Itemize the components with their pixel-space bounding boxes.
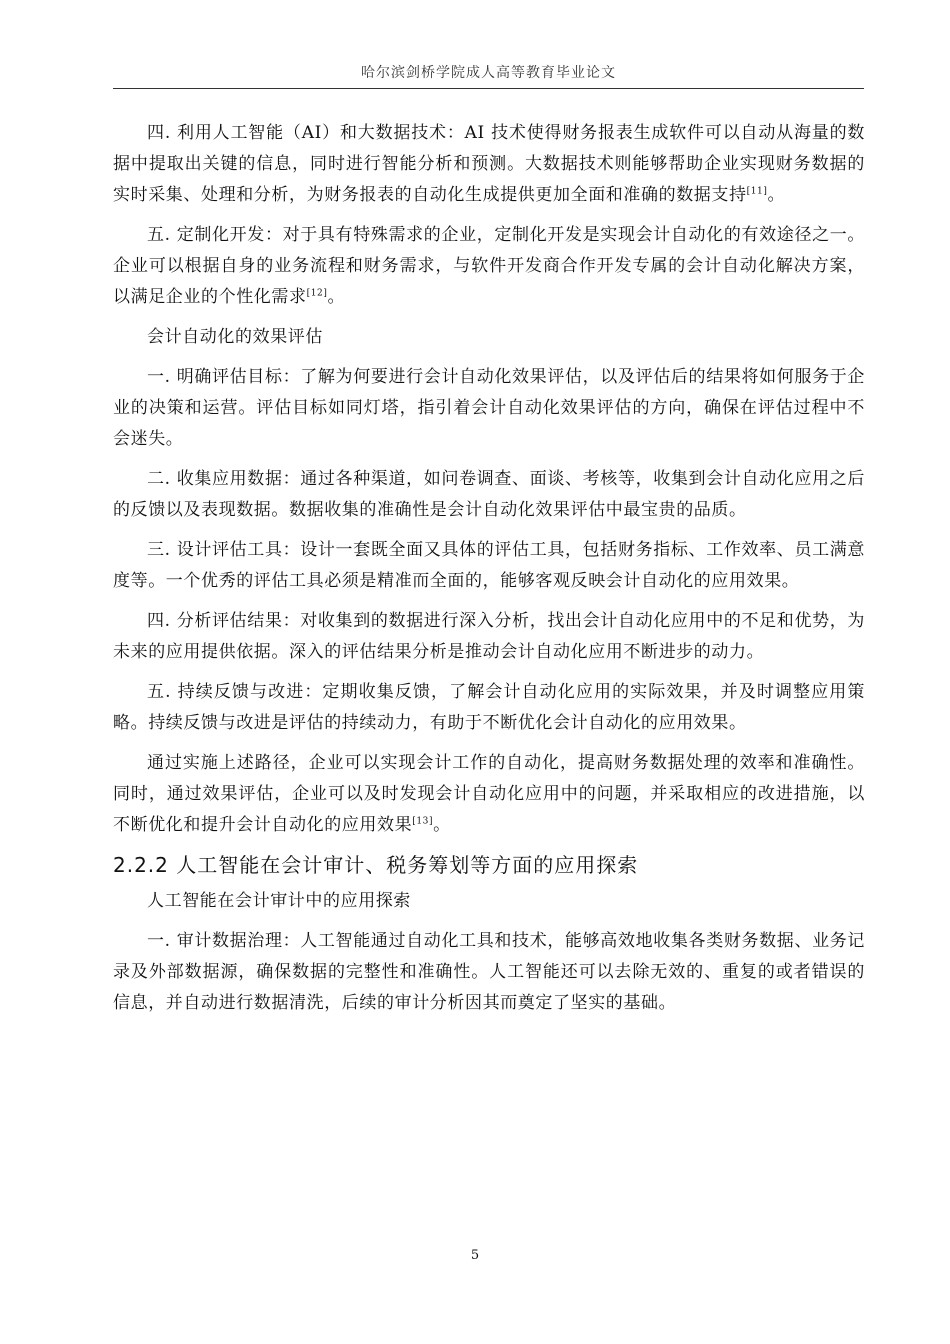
paragraph-feedback: 五. 持续反馈与改进：定期收集反馈，了解会计自动化应用的实际效果，并及时调整应用策略。持续反馈与改进是评估的持续动力，有助于不断优化会计自动化的应用效果。: [113, 682, 865, 733]
header-divider: [113, 88, 864, 89]
paragraph-collect-data: 二. 收集应用数据：通过各种渠道，如问卷调查、面谈、考核等，收集到会计自动化应用之后的反馈以及表现数据。数据收集的准确性是会计自动化效果评估中最宝贵的品质。: [113, 469, 865, 520]
subheading-effect-evaluation: 会计自动化的效果评估: [147, 327, 323, 347]
citation-ref: [12]: [306, 288, 328, 299]
citation-ref: [13]: [412, 816, 434, 827]
page-number: 5: [470, 1248, 480, 1263]
paragraph-custom-dev: 五. 定制化开发：对于具有特殊需求的企业，定制化开发是实现会计自动化的有效途径之一。企业可以根据自身的业务流程和财务需求，与软件开发商合作开发专属的会计自动化解决方案，以满足企业的个性化需求[12]。: [113, 225, 865, 307]
paragraph-ai-bigdata: 四. 利用人工智能（AI）和大数据技术：AI 技术使得财务报表生成软件可以自动从海量的数据中提取出关键的信息，同时进行智能分析和预测。大数据技术则能够帮助企业实现财务数据的实时采集、处理和分析，为财务报表的自动化生成提供更加全面和准确的数据支持[11]。: [113, 123, 865, 205]
paragraph-audit-data: 一. 审计数据治理：人工智能通过自动化工具和技术，能够高效地收集各类财务数据、业务记录及外部数据源，确保数据的完整性和准确性。人工智能还可以去除无效的、重复的或者错误的信息，并自动进行数据清洗，后续的审计分析因其而奠定了坚实的基础。: [113, 931, 865, 1013]
section-subheading: 人工智能在会计审计中的应用探索: [147, 891, 411, 911]
citation-ref: [11]: [746, 186, 768, 197]
section-heading: 2.2.2 人工智能在会计审计、税务筹划等方面的应用探索: [113, 853, 639, 877]
page-header-title: 哈尔滨剑桥学院成人高等教育毕业论文: [361, 65, 616, 81]
paragraph-summary: 通过实施上述路径，企业可以实现会计工作的自动化，提高财务数据处理的效率和准确性。同时，通过效果评估，企业可以及时发现会计自动化应用中的问题，并采取相应的改进措施，以不断优化和提升会计自动化的应用效果[13]。: [113, 753, 865, 835]
paragraph-design-tools: 三. 设计评估工具：设计一套既全面又具体的评估工具，包括财务指标、工作效率、员工满意度等。一个优秀的评估工具必须是精准而全面的，能够客观反映会计自动化的应用效果。: [113, 540, 865, 591]
paragraph-eval-goal: 一. 明确评估目标：了解为何要进行会计自动化效果评估，以及评估后的结果将如何服务于企业的决策和运营。评估目标如同灯塔，指引着会计自动化效果评估的方向，确保在评估过程中不会迷失。: [113, 367, 865, 449]
paragraph-analyze-results: 四. 分析评估结果：对收集到的数据进行深入分析，找出会计自动化应用中的不足和优势，为未来的应用提供依据。深入的评估结果分析是推动会计自动化应用不断进步的动力。: [113, 611, 865, 662]
page-body: [113, 118, 865, 1028]
